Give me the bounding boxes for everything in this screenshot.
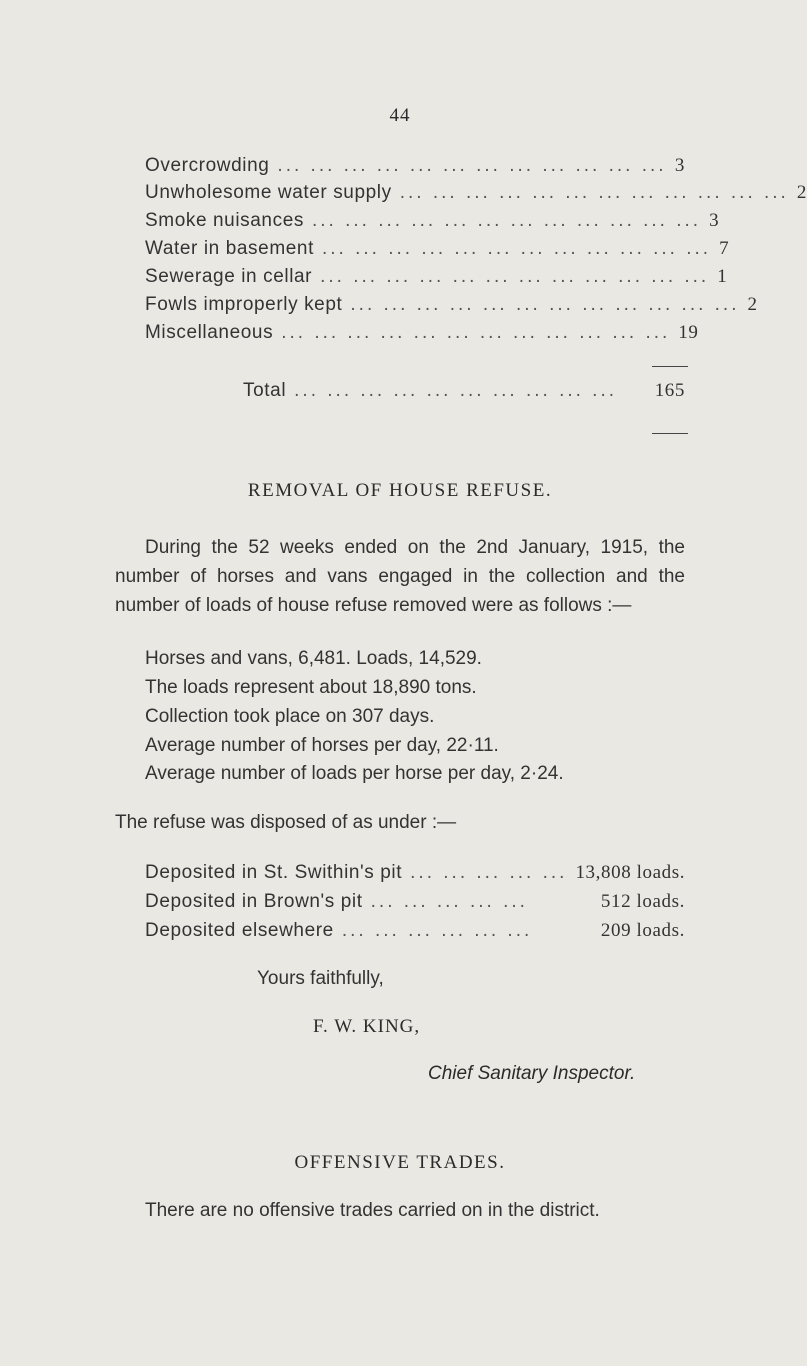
closing-salutation: Yours faithfully, (257, 968, 384, 989)
item-value: 2 (796, 182, 807, 203)
item-label: Fowls improperly kept (145, 294, 343, 315)
total-rule-bottom (652, 433, 688, 434)
disposed-intro: The refuse was disposed of as under :— (115, 812, 457, 833)
refuse-line: Average number of horses per day, 22·11. (145, 735, 499, 756)
item-value: 19 (678, 322, 699, 343)
total-rule-top (652, 366, 688, 367)
leader-dots: ... ... ... ... ... ... ... ... ... ... ... ... (277, 155, 667, 176)
section-heading-refuse: REMOVAL OF HOUSE REFUSE. (247, 480, 553, 501)
refuse-intro-paragraph: During the 52 weeks ended on the 2nd January, 1915, the number of horses and vans engaged in the collection and the number of loads of house refuse removed were as follows :— (115, 537, 685, 616)
item-label: Deposited in Brown's pit (145, 891, 363, 912)
item-value: 3 (674, 155, 685, 176)
item-label: Overcrowding (145, 155, 270, 176)
item-value: 512 loads. (600, 891, 685, 912)
list-item (145, 322, 699, 348)
leader-dots: ... ... ... ... ... (410, 862, 568, 883)
list-item (145, 891, 685, 917)
item-label: Sewerage in cellar (145, 266, 313, 287)
item-label: Water in basement (145, 238, 314, 259)
item-value: 7 (719, 238, 730, 259)
list-item (145, 266, 728, 292)
leader-dots: ... ... ... ... ... ... ... ... ... ... ... ... (321, 238, 712, 259)
leader-dots: ... ... ... ... ... ... ... ... ... ... ... ... (350, 294, 740, 315)
item-label: Deposited in St. Swithin's pit (145, 862, 403, 883)
item-value: 13,808 loads. (575, 862, 686, 883)
refuse-line: Collection took place on 307 days. (145, 706, 435, 727)
leader-dots: ... ... ... ... ... ... ... ... ... ... (294, 380, 618, 401)
refuse-line: The loads represent about 18,890 tons. (145, 677, 477, 698)
leader-dots: ... ... ... ... ... ... ... ... ... ... ... ... (320, 266, 710, 287)
leader-dots: ... ... ... ... ... ... (341, 920, 533, 941)
leader-dots: ... ... ... ... ... ... ... ... ... ... ... ... (281, 322, 671, 343)
leader-dots: ... ... ... ... ... ... ... ... ... ... ... ... (399, 182, 789, 203)
offensive-text: There are no offensive trades carried on in the district. (145, 1200, 600, 1221)
total-label: Total (243, 380, 287, 401)
refuse-line: Horses and vans, 6,481. Loads, 14,529. (145, 648, 482, 669)
leader-dots: ... ... ... ... ... (370, 891, 528, 912)
page-number: 44 (389, 105, 411, 126)
item-label: Unwholesome water supply (145, 182, 392, 203)
item-label: Miscellaneous (145, 322, 274, 343)
leader-dots: ... ... ... ... ... ... ... ... ... ... ... ... (311, 210, 702, 231)
total-value: 165 (654, 380, 685, 401)
item-value: 3 (709, 210, 720, 231)
refuse-line: Average number of loads per horse per day, 2·24. (145, 763, 564, 784)
list-item (145, 155, 685, 181)
item-value: 2 (747, 294, 758, 315)
item-value: 209 loads. (600, 920, 685, 941)
list-item (145, 238, 730, 264)
item-label: Deposited elsewhere (145, 920, 334, 941)
signatory-title: Chief Sanitary Inspector. (428, 1063, 636, 1084)
list-item (145, 210, 720, 236)
list-item (145, 862, 685, 888)
item-value: 1 (717, 266, 728, 287)
list-item (145, 294, 758, 320)
list-item (145, 182, 807, 208)
item-label: Smoke nuisances (145, 210, 304, 231)
list-item (145, 920, 685, 946)
total-row (243, 380, 685, 406)
signatory-name: F. W. KING, (313, 1016, 421, 1037)
section-heading-offensive: OFFENSIVE TRADES. (294, 1152, 506, 1173)
